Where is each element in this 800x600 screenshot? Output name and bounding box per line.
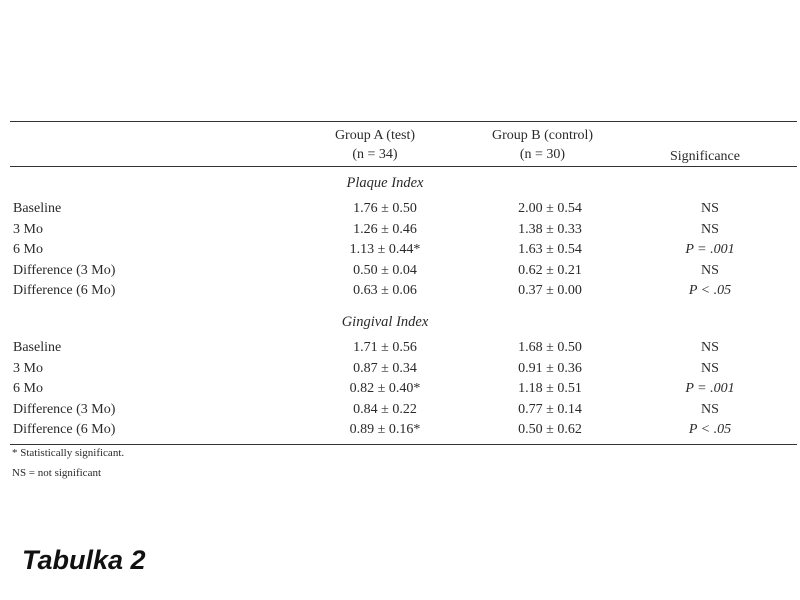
section-title-plaque-index: Plaque Index — [346, 175, 424, 191]
group-b-value: 0.50 ± 0.62 — [518, 422, 582, 437]
column-header-group-b — [465, 126, 620, 164]
table-top-rule — [10, 121, 797, 122]
row-label: 6 Mo — [13, 242, 43, 257]
significance-value: NS — [701, 262, 719, 278]
table-row — [10, 222, 797, 242]
footnote-significant: * Statistically significant. — [12, 447, 125, 459]
footnote-ns: NS = not significant — [12, 467, 102, 479]
group-a-value: 0.82 ± 0.40* — [349, 381, 421, 396]
row-label: 3 Mo — [13, 360, 43, 376]
table-header-rule — [10, 166, 797, 167]
group-a-value: 0.87 ± 0.34 — [353, 360, 417, 376]
table-row — [10, 242, 797, 262]
table-row — [10, 283, 797, 303]
table-row — [10, 422, 797, 442]
row-label: Difference (3 Mo) — [13, 262, 116, 278]
significance-value: P = .001 — [685, 242, 735, 257]
table-row — [10, 201, 797, 221]
group-a-value: 1.13 ± 0.44* — [349, 242, 421, 257]
table-row — [10, 263, 797, 283]
group-b-value: 0.37 ± 0.00 — [518, 283, 582, 298]
significance-value: NS — [701, 401, 719, 417]
group-a-value: 1.71 ± 0.56 — [353, 340, 417, 355]
group-a-count: (n = 34) — [352, 147, 398, 162]
significance-value: P < .05 — [688, 422, 732, 437]
figure-caption: Tabulka 2 — [22, 545, 146, 575]
group-b-value: 1.63 ± 0.54 — [518, 242, 582, 257]
column-header-group-a — [320, 126, 430, 164]
group-b-value: 0.77 ± 0.14 — [518, 401, 582, 417]
group-a-value: 0.89 ± 0.16* — [349, 422, 421, 437]
row-label: 6 Mo — [13, 381, 43, 396]
row-label: Difference (6 Mo) — [13, 283, 116, 298]
significance-value: P = .001 — [685, 381, 735, 396]
group-b-value: 0.91 ± 0.36 — [518, 360, 582, 376]
table-bottom-rule — [10, 444, 797, 445]
group-b-value: 2.00 ± 0.54 — [518, 201, 582, 216]
group-a-value: 0.63 ± 0.06 — [353, 283, 417, 298]
group-b-value: 0.62 ± 0.21 — [518, 262, 582, 278]
table-row — [10, 381, 797, 401]
group-b-value: 1.18 ± 0.51 — [518, 381, 582, 396]
row-label: Baseline — [13, 340, 62, 355]
group-a-value: 0.50 ± 0.04 — [353, 262, 417, 278]
group-b-value: 1.68 ± 0.50 — [518, 340, 582, 355]
significance-value: NS — [701, 360, 719, 376]
group-a-value: 0.84 ± 0.22 — [353, 401, 417, 417]
group-a-title: Group A (test) — [334, 128, 416, 143]
group-b-title: Group B (control) — [491, 128, 594, 143]
row-label: Difference (3 Mo) — [13, 401, 116, 417]
significance-value: NS — [701, 221, 719, 237]
table-row — [10, 340, 797, 360]
significance-value: NS — [701, 201, 719, 216]
section-title-gingival-index: Gingival Index — [341, 314, 429, 330]
group-a-value: 1.76 ± 0.50 — [353, 201, 417, 216]
column-header-significance: Significance — [670, 149, 740, 164]
significance-value: NS — [701, 340, 719, 355]
row-label: Difference (6 Mo) — [13, 422, 116, 437]
significance-value: P < .05 — [688, 283, 732, 298]
table-row — [10, 361, 797, 381]
group-b-value: 1.38 ± 0.33 — [518, 221, 582, 237]
row-label: 3 Mo — [13, 221, 43, 237]
group-b-count: (n = 30) — [519, 147, 566, 162]
group-a-value: 1.26 ± 0.46 — [353, 221, 417, 237]
row-label: Baseline — [13, 201, 62, 216]
table-row — [10, 402, 797, 422]
